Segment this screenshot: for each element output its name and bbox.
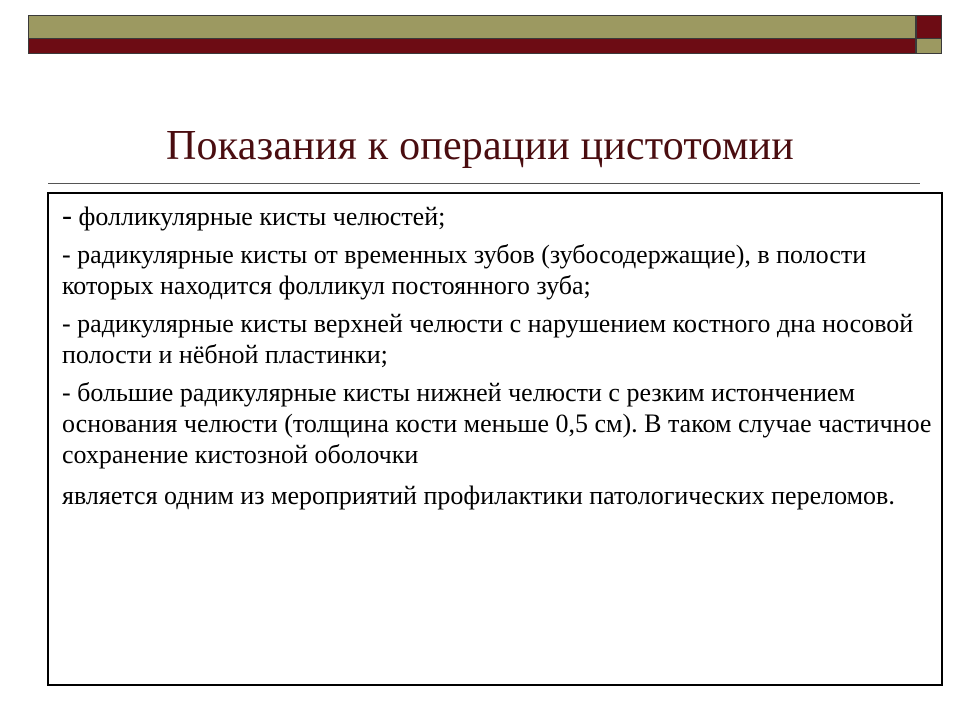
- list-item-continued: является одним из мероприятий профилактики патологических переломов.: [62, 481, 895, 510]
- list-item: [62, 200, 933, 232]
- corner-square-olive: [916, 38, 942, 54]
- title-divider: [48, 183, 920, 184]
- corner-square-red: [916, 15, 942, 39]
- header-bar-olive: [28, 15, 916, 39]
- slide-title: Показания к операции цистотомии: [166, 123, 794, 169]
- list-item: - радикулярные кисты от временных зубов (зубосодержащие), в полости которых находится фолликул постоянного зуба;: [62, 240, 867, 300]
- header-bar-red: [28, 38, 916, 54]
- list-dash: -: [62, 199, 72, 232]
- list-item: [62, 377, 933, 470]
- content-box: [47, 192, 943, 686]
- list-item-text: - большие радикулярные кисты нижней челюсти с резким истончением основания челюсти (толщина кости меньше 0,5 см). В таком случае частичное сохранение кистозной оболочки: [62, 378, 932, 469]
- list-item: - радикулярные кисты верхней челюсти с нарушением костного дна носовой полости и нёбной пластинки;: [62, 309, 914, 369]
- list-item-text: фолликулярные кисты челюстей;: [72, 202, 446, 231]
